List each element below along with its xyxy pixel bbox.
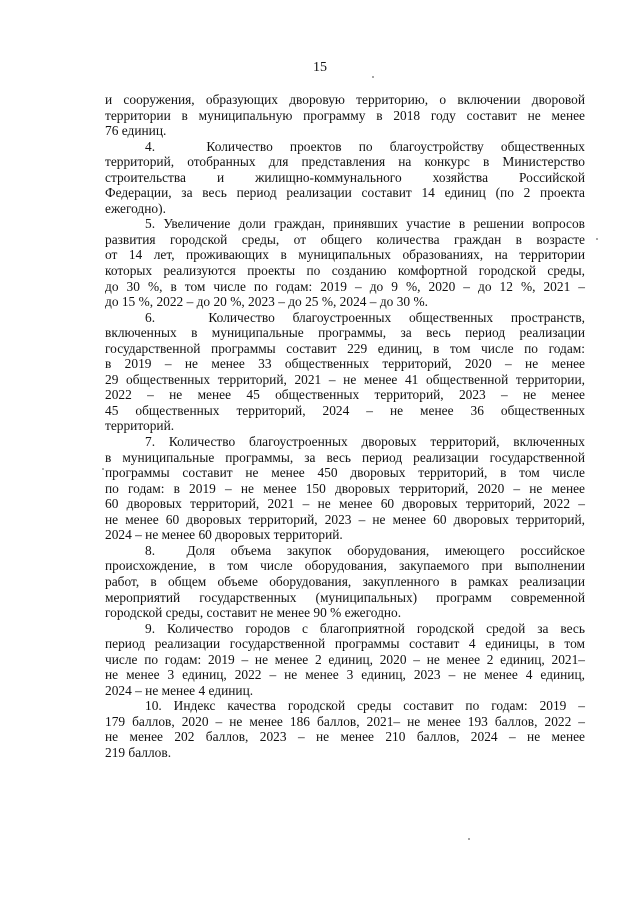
paragraph-item-7 <box>105 434 585 543</box>
text-line: 45 общественных территорий, 2024 – не менее 36 общественных <box>105 402 585 418</box>
text-line: 10. Индекс качества городской среды составит по годам: 2019 – <box>145 698 585 714</box>
text-line: 8. Доля объема закупок оборудования, имеющего российское <box>145 542 585 558</box>
text-line: числе по годам: 2019 – не менее 2 единиц, 2020 – не менее 2 единиц, 2021– <box>105 651 585 667</box>
text-line: 76 единиц. <box>105 123 167 139</box>
text-line: 219 баллов. <box>105 744 172 760</box>
page-number: 15 <box>313 60 327 75</box>
body-text <box>105 92 585 761</box>
scan-speck <box>596 238 598 240</box>
text-line: 7. Количество благоустроенных дворовых территорий, включенных <box>145 434 585 450</box>
text-line: 5. Увеличение доли граждан, принявших участие в решении вопросов <box>145 216 585 232</box>
text-line: программы составит не менее 450 дворовых территорий, в том числе <box>105 465 585 481</box>
paragraph-item-5 <box>105 216 585 309</box>
paragraph-item-8 <box>105 543 585 621</box>
text-line: не менее 60 дворовых территорий, 2023 – не менее 60 дворовых территорий, <box>105 511 585 527</box>
paragraph-item-9 <box>105 621 585 699</box>
text-line: городской среды, составит не менее 90 % ежегодно. <box>105 605 402 621</box>
text-line: Федерации, за весь период реализации составит 14 единиц (по 2 проекта <box>105 185 585 201</box>
paragraph-item-4 <box>105 139 585 217</box>
text-line: включенных в муниципальные программы, за весь период реализации <box>105 325 585 341</box>
scan-speck <box>468 838 470 840</box>
text-line: территории в муниципальную программу в 2018 году составит не менее <box>105 107 585 123</box>
text-line: 9. Количество городов с благоприятной городской средой за весь <box>145 620 585 636</box>
text-line: от 14 лет, проживающих в муниципальных образованиях, на территории <box>105 247 585 263</box>
text-line: до 15 %, 2022 – до 20 %, 2023 – до 25 %, 2024 – до 30 %. <box>105 294 428 310</box>
text-line: 2022 – не менее 45 общественных территорий, 2023 – не менее <box>105 387 585 403</box>
text-line: в 2019 – не менее 33 общественных территорий, 2020 – не менее <box>105 356 585 372</box>
text-line: происхождение, в том числе оборудования, закупаемого при выполнении <box>105 558 585 574</box>
text-line: 2024 – не менее 60 дворовых территорий. <box>105 527 343 543</box>
text-line: территорий. <box>105 418 175 434</box>
text-line: строительства и жилищно-коммунального хозяйства Российской <box>105 169 585 185</box>
text-line: до 30 %, в том числе по годам: 2019 – до 9 %, 2020 – до 12 %, 2021 – <box>105 278 585 294</box>
text-line: 179 баллов, 2020 – не менее 186 баллов, 2021– не менее 193 баллов, 2022 – <box>105 713 585 729</box>
text-line: не менее 202 баллов, 2023 – не менее 210 баллов, 2024 – не менее <box>105 729 585 745</box>
text-line: период реализации государственной программы составит 4 единицы, в том <box>105 636 585 652</box>
text-line: 4. Количество проектов по благоустройству общественных <box>145 138 585 154</box>
text-line: 60 дворовых территорий, 2021 – не менее 60 дворовых территорий, 2022 – <box>105 496 585 512</box>
text-line: государственной программы составит 229 единиц, в том числе по годам: <box>105 340 585 356</box>
paragraph-item-6 <box>105 310 585 434</box>
text-line: развития городской среды, от общего количества граждан в возрасте <box>105 231 585 247</box>
text-line: 2024 – не менее 4 единиц. <box>105 682 254 698</box>
text-line: 6. Количество благоустроенных общественных пространств, <box>145 309 585 325</box>
scan-speck <box>372 76 374 78</box>
text-line: 29 общественных территорий, 2021 – не менее 41 общественной территории, <box>105 371 585 387</box>
text-line: ежегодно). <box>105 200 166 216</box>
text-line: мероприятий государственных (муниципальных) программ современной <box>105 589 585 605</box>
paragraph-continuation <box>105 92 585 139</box>
text-line: по годам: в 2019 – не менее 150 дворовых территорий, 2020 – не менее <box>105 480 585 496</box>
text-line: работ, в общем объеме оборудования, закупленного в рамках реализации <box>105 573 585 589</box>
text-line: не менее 3 единиц, 2022 – не менее 3 единиц, 2023 – не менее 4 единиц, <box>105 667 585 683</box>
paragraph-item-10 <box>105 698 585 760</box>
text-line: и сооружения, образующих дворовую территорию, о включении дворовой <box>105 92 585 107</box>
scan-speck <box>102 468 104 470</box>
text-line: в муниципальные программы, за весь период реализации государственной <box>105 449 585 465</box>
text-line: которых реализуются проекты по созданию комфортной городской среды, <box>105 263 585 279</box>
text-line: территорий, отобранных для представления на конкурс в Министерство <box>105 154 585 170</box>
